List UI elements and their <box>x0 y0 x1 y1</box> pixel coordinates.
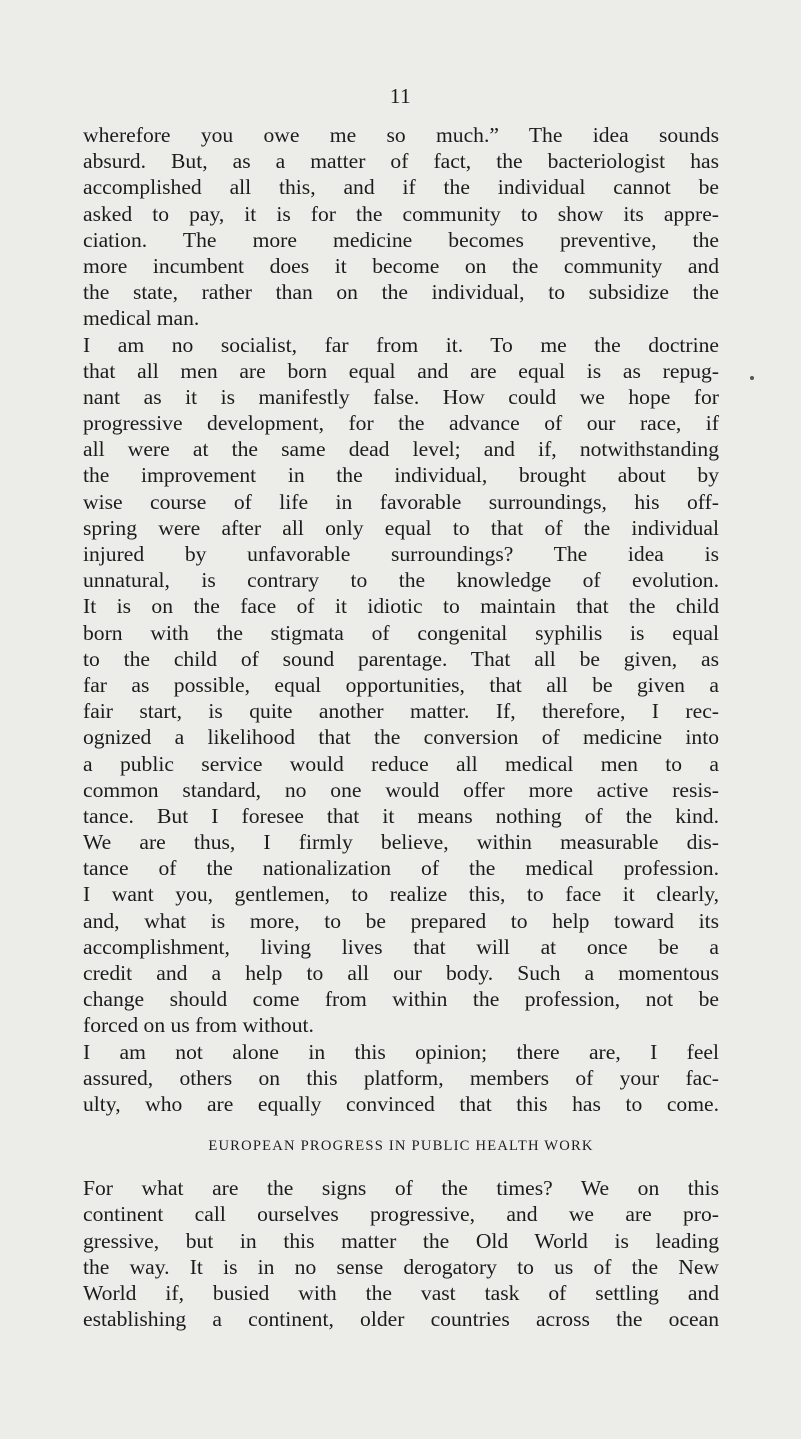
text-line: the improvement in the individual, brought about by <box>83 463 719 488</box>
text-line: common standard, no one would offer more active resis- <box>83 777 719 802</box>
text-line: tance. But I foresee that it means nothing of the kind. <box>83 803 719 828</box>
text-line: nant as it is manifestly false. How could we hope for <box>83 384 719 409</box>
text-line: tance of the nationalization of the medical profession. <box>83 856 719 881</box>
text-line: spring were after all only equal to that of the individual <box>83 515 719 540</box>
ink-speck <box>750 376 754 380</box>
text-line: change should come from within the profession, not be <box>83 987 719 1012</box>
text-line: progressive development, for the advance of our race, if <box>83 411 719 436</box>
text-line: We are thus, I firmly believe, within measurable dis- <box>83 830 719 855</box>
text-line: asked to pay, it is for the community to show its appre- <box>83 201 719 226</box>
text-line: accomplished all this, and if the individual cannot be <box>83 175 719 200</box>
body-text <box>83 122 719 1332</box>
text-line: I am no socialist, far from it. To me the doctrine <box>83 332 719 357</box>
text-line: unnatural, is contrary to the knowledge of evolution. <box>83 568 719 593</box>
text-line: born with the stigmata of congenital syphilis is equal <box>83 620 719 645</box>
text-line: and, what is more, to be prepared to help toward its <box>83 908 719 933</box>
text-line: assured, others on this platform, members of your fac- <box>83 1065 719 1090</box>
text-line: ognized a likelihood that the conversion of medicine into <box>83 725 719 750</box>
text-line: establishing a continent, older countries across the ocean <box>83 1307 719 1332</box>
text-line: accomplishment, living lives that will at once be a <box>83 934 719 959</box>
text-line: far as possible, equal opportunities, that all be given a <box>83 672 719 697</box>
text-line: World if, busied with the vast task of settling and <box>83 1280 719 1305</box>
text-line: to the child of sound parentage. That all be given, as <box>83 646 719 671</box>
text-line: gressive, but in this matter the Old World is leading <box>83 1228 719 1253</box>
text-line: I want you, gentlemen, to realize this, to face it clearly, <box>83 882 719 907</box>
text-line: It is on the face of it idiotic to maintain that the child <box>83 594 719 619</box>
page-number: 11 <box>389 84 412 108</box>
text-line: continent call ourselves progressive, and we are pro- <box>83 1202 719 1227</box>
paragraph <box>83 332 719 1039</box>
paragraph <box>83 1039 719 1118</box>
text-line: the state, rather than on the individual, to subsidize the <box>83 280 719 305</box>
section-heading: EUROPEAN PROGRESS IN PUBLIC HEALTH WORK <box>208 1138 594 1155</box>
text-line: fair start, is quite another matter. If, therefore, I rec- <box>83 699 719 724</box>
text-line: credit and a help to all our body. Such a momentous <box>83 961 719 985</box>
paragraph <box>83 122 719 332</box>
text-line: wise course of life in favorable surroundings, his off- <box>83 489 719 514</box>
text-line: I am not alone in this opinion; there are, I feel <box>83 1039 719 1064</box>
text-line: ulty, who are equally convinced that this has to come. <box>83 1091 719 1116</box>
text-line: the way. It is in no sense derogatory to us of the New <box>83 1254 719 1279</box>
text-line: wherefore you owe me so much.” The idea sounds <box>83 123 719 147</box>
text-line: injured by unfavorable surroundings? The idea is <box>83 542 719 566</box>
text-line: ciation. The more medicine becomes preventive, the <box>83 227 719 252</box>
text-line: forced on us from without. <box>83 1013 314 1038</box>
text-line: medical man. <box>83 306 200 331</box>
text-line: more incumbent does it become on the community and <box>83 253 719 278</box>
text-line: absurd. But, as a matter of fact, the bacteriologist has <box>83 149 719 174</box>
text-line: all were at the same dead level; and if, notwithstanding <box>83 437 719 462</box>
text-line: a public service would reduce all medical men to a <box>83 751 719 776</box>
paragraph <box>83 1175 719 1332</box>
text-line: For what are the signs of the times? We on this <box>83 1176 719 1201</box>
text-line: that all men are born equal and are equal is as repug- <box>83 358 719 383</box>
